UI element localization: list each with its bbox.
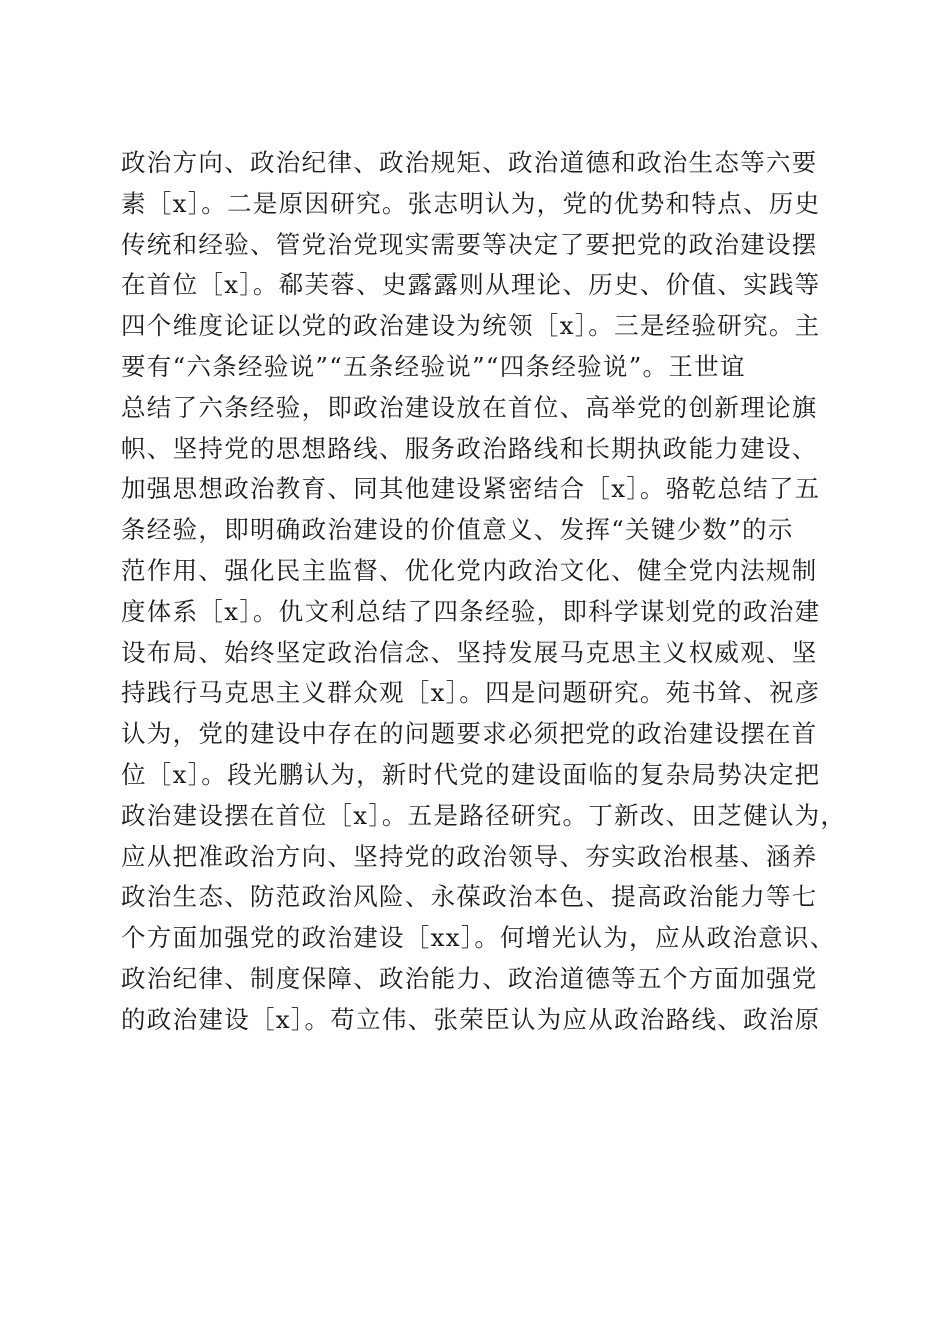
text-line: 四个维度论证以党的政治建设为统领［x］。三是经验研究。主 (121, 311, 821, 341)
text-line: 个方面加强党的政治建设［xx］。何增光认为，应从政治意识、 (121, 923, 836, 953)
text-line: 条经验，即明确政治建设的价值意义、发挥“关键少数”的示 (121, 515, 794, 545)
text-line: 位［x］。段光鹏认为，新时代党的建设面临的复杂局势决定把 (121, 759, 821, 789)
text-line: 政治纪律、制度保障、政治能力、政治道德等五个方面加强党 (121, 963, 818, 993)
text-line: 传统和经验、管党治党现实需要等决定了要把党的政治建设摆 (121, 229, 818, 259)
body-paragraph (121, 143, 847, 1041)
text-line: 素［x］。二是原因研究。张志明认为，党的优势和特点、历史 (121, 188, 821, 218)
text-line: 范作用、强化民主监督、优化党内政治文化、健全党内法规制 (121, 555, 818, 585)
text-line: 加强思想政治教育、同其他建设紧密结合［x］。骆乾总结了五 (121, 474, 821, 504)
text-line: 在首位［x］。郗芙蓉、史露露则从理论、历史、价值、实践等 (121, 270, 821, 300)
text-line: 政治方向、政治纪律、政治规矩、政治道德和政治生态等六要 (121, 148, 818, 177)
text-line: 应从把准政治方向、坚持党的政治领导、夯实政治根基、涵养 (121, 841, 818, 871)
text-line: 政治生态、防范政治风险、永葆政治本色、提高政治能力等七 (121, 882, 818, 912)
text-line: 持践行马克思主义群众观［x］。四是问题研究。苑书耸、祝彦 (121, 678, 821, 708)
text-line: 设布局、始终坚定政治信念、坚持发展马克思主义权威观、坚 (121, 637, 818, 667)
text-line: 政治建设摆在首位［x］。五是路径研究。丁新改、田芝健认为， (121, 800, 847, 830)
text-line: 总结了六条经验，即政治建设放在首位、高举党的创新理论旗 (121, 392, 818, 422)
text-line: 的政治建设［x］。苟立伟、张荣臣认为应从政治路线、政治原 (121, 1004, 821, 1034)
text-line: 帜、坚持党的思想路线、服务政治路线和长期执政能力建设、 (121, 433, 818, 463)
text-line: 要有“六条经验说”“五条经验说”“四条经验说”。王世谊 (121, 351, 746, 381)
text-line: 度体系［x］。仇文利总结了四条经验，即科学谋划党的政治建 (121, 596, 821, 626)
text-line: 认为，党的建设中存在的问题要求必须把党的政治建设摆在首 (121, 719, 818, 749)
